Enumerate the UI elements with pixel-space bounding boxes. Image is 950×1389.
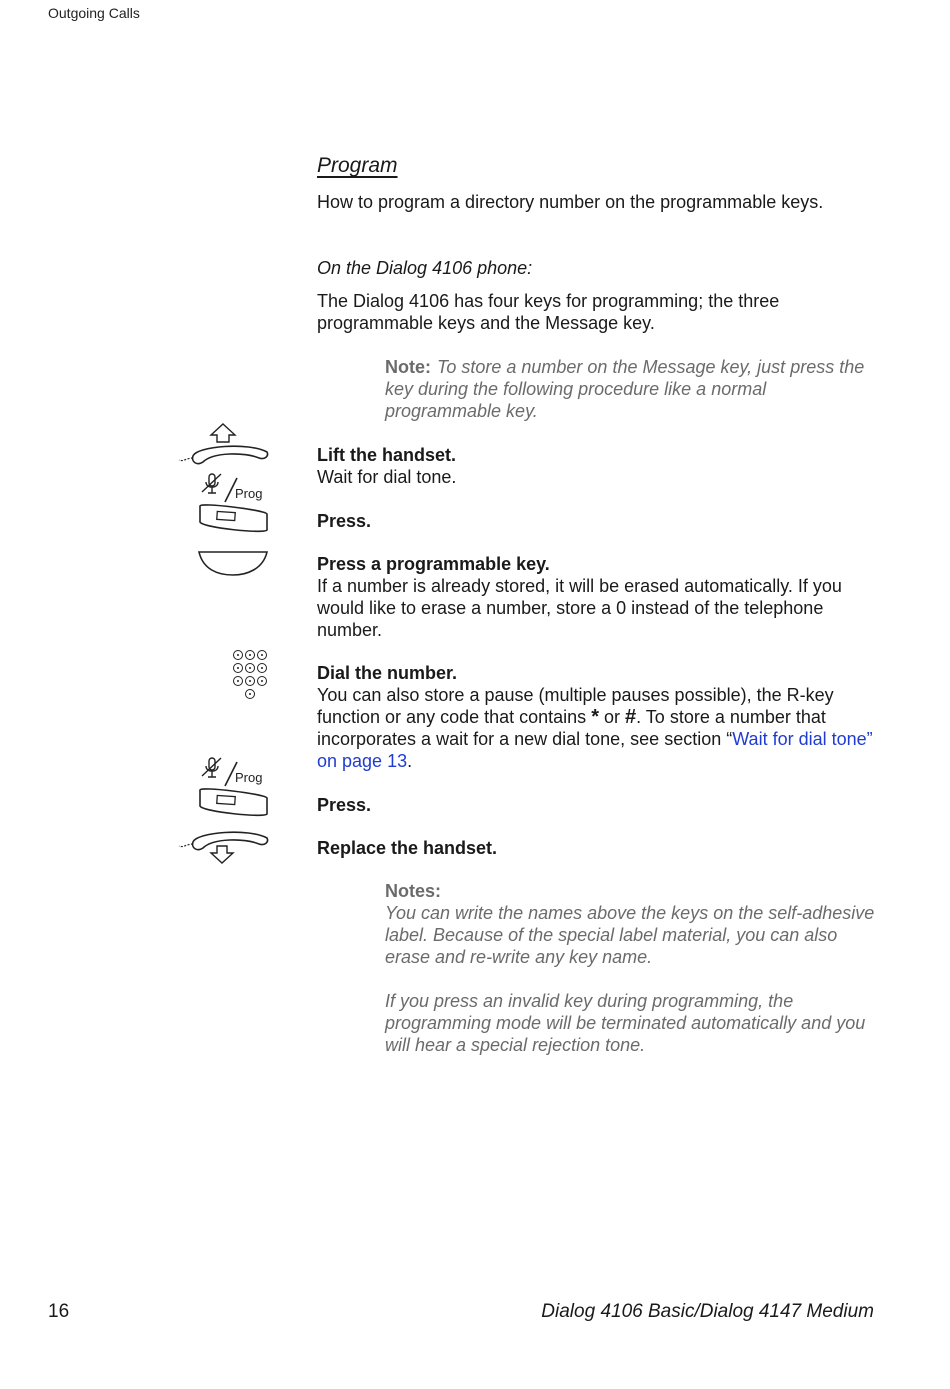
notes-paragraph: You can write the names above the keys on the self-adhesive label. Because of the special label material, you can also erase and re-write any key name. bbox=[385, 903, 875, 967]
notes-label: Notes: bbox=[385, 881, 442, 901]
note-label: Note: bbox=[385, 357, 431, 377]
step-label: Press. bbox=[317, 511, 372, 531]
phone-heading: On the Dialog 4106 phone: bbox=[317, 258, 533, 278]
step-text: Wait for dial tone. bbox=[317, 467, 457, 487]
note bbox=[385, 356, 885, 422]
step-text: If a number is already stored, it will be erased automatically. If you would like to erase a number, store a 0 instead of the telephone number. bbox=[317, 576, 842, 640]
hash-key-symbol: # bbox=[625, 706, 637, 728]
programmable-key-icon bbox=[197, 549, 269, 577]
notes-paragraph: If you press an invalid key during programming, the programming mode will be terminated automatically and you will hear a special rejection tone. bbox=[385, 991, 866, 1055]
step-label: Press a programmable key. bbox=[317, 554, 550, 574]
prog-key-label: Prog bbox=[235, 486, 263, 501]
prog-key-icon bbox=[197, 756, 271, 820]
handset-lift-icon bbox=[175, 422, 271, 468]
star-key-symbol: * bbox=[591, 706, 599, 728]
notes bbox=[385, 880, 885, 1056]
step-label: Lift the handset. bbox=[317, 445, 456, 465]
running-header: Outgoing Calls bbox=[48, 5, 140, 21]
note-text: To store a number on the Message key, just press the key during the following procedure like a normal programmable key. bbox=[385, 357, 865, 421]
step-lift-handset bbox=[317, 444, 877, 488]
keypad-icon bbox=[231, 648, 271, 700]
cross-reference-link[interactable]: Wait for dial tone” on page 13 bbox=[317, 729, 873, 771]
page-number: 16 bbox=[48, 1301, 70, 1322]
section-title: Program bbox=[317, 154, 398, 177]
prog-key-label: Prog bbox=[235, 770, 263, 785]
phone-description: The Dialog 4106 has four keys for programming; the three programmable keys and the Message key. bbox=[317, 291, 780, 333]
handset-replace-icon bbox=[175, 826, 271, 866]
footer-title: Dialog 4106 Basic/Dialog 4147 Medium bbox=[541, 1301, 874, 1322]
prog-key-icon bbox=[197, 472, 271, 536]
step-label: Dial the number. bbox=[317, 663, 458, 683]
step-press-programmable-key bbox=[317, 553, 877, 641]
step-text: You can also store a pause (multiple pauses possible), the R-key function or any code that contains * or #. To store a number that incorporates a wait for a new dial tone, see section “Wait for dial tone” on page 13. bbox=[317, 685, 873, 771]
step-dial-number bbox=[317, 662, 877, 772]
step-replace-handset bbox=[317, 837, 877, 859]
section-intro: How to program a directory number on the programmable keys. bbox=[317, 192, 824, 212]
step-label: Replace the handset. bbox=[317, 838, 498, 858]
step-press-prog bbox=[317, 510, 877, 532]
step-press-prog-again bbox=[317, 794, 877, 816]
step-label: Press. bbox=[317, 795, 372, 815]
